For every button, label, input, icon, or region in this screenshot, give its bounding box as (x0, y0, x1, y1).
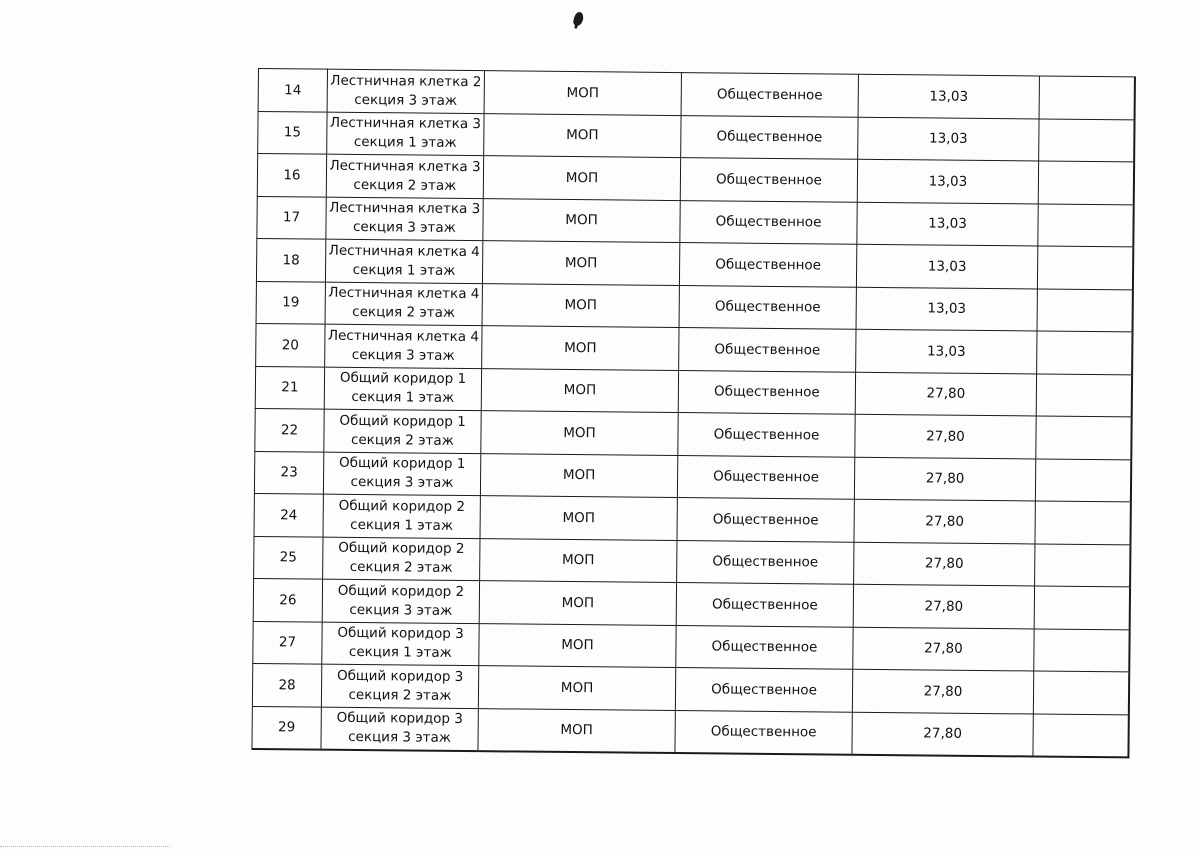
premises-name-line1: Лестничная клетка 3 (329, 199, 481, 218)
premises-area-cell (858, 117, 1039, 161)
empty-cell (1035, 543, 1131, 586)
premises-use-cell (677, 455, 854, 499)
premises-type-cell (479, 623, 676, 667)
premises-name-line2: секция 3 этаж (348, 729, 452, 747)
premises-type: МОП (560, 722, 593, 739)
premises-use-cell (677, 498, 854, 542)
premises-name-cell (325, 282, 482, 326)
premises-name-line2: секция 1 этаж (352, 261, 456, 279)
premises-type-cell (478, 708, 675, 753)
premises-name-cell (321, 664, 478, 708)
premises-area: 27,80 (926, 385, 966, 403)
row-number-cell (252, 706, 321, 750)
premises-area-cell (855, 414, 1036, 458)
premises-name-line2: секция 3 этаж (350, 474, 454, 492)
premises-name-line1: Общий коридор 2 (338, 540, 465, 558)
row-number: 18 (282, 251, 300, 269)
premises-use-cell (679, 328, 856, 372)
premises-type: МОП (564, 254, 598, 272)
row-number: 14 (284, 82, 302, 99)
premises-name-line2: секция 2 этаж (353, 176, 457, 194)
premises-type-cell (483, 156, 680, 200)
premises-area-cell (852, 712, 1033, 757)
premises-area-cell (854, 499, 1035, 543)
premises-use: Общественное (710, 723, 817, 741)
row-number-cell (257, 154, 326, 197)
premises-name-line1: Общий коридор 2 (338, 497, 466, 515)
premises-type-cell (481, 411, 678, 455)
premises-use: Общественное (712, 511, 819, 529)
premises-type-cell (483, 198, 680, 242)
empty-cell (1038, 203, 1134, 246)
premises-use-cell (680, 200, 857, 244)
premises-use: Общественное (715, 213, 822, 231)
empty-cell (1037, 246, 1133, 289)
empty-cell (1035, 458, 1131, 501)
premises-type-cell (480, 538, 677, 582)
premises-type-cell (478, 666, 675, 710)
row-number: 27 (278, 634, 297, 651)
empty-cell (1033, 713, 1129, 757)
row-number: 26 (279, 591, 297, 609)
premises-use: Общественное (713, 426, 820, 444)
premises-type-cell (482, 241, 679, 285)
premises-use: Общественное (713, 383, 820, 401)
empty-cell (1039, 76, 1135, 119)
premises-name-line2: секция 2 этаж (352, 304, 456, 322)
premises-name-line1: Лестничная клетка 4 (328, 284, 480, 303)
row-number: 21 (281, 379, 299, 396)
premises-type-cell (484, 113, 681, 157)
premises-name-line1: Общий коридор 2 (337, 582, 465, 600)
premises-name-cell (321, 707, 478, 752)
premises-name-cell (322, 622, 479, 666)
premises-use-cell (676, 583, 853, 627)
premises-use: Общественное (716, 171, 822, 189)
premises-use-cell (676, 625, 853, 669)
premises-use-cell (680, 158, 857, 202)
premises-area-cell (852, 669, 1033, 713)
empty-cell (1034, 628, 1130, 671)
premises-use: Общественное (713, 468, 820, 486)
premises-area-cell (855, 372, 1036, 416)
table-container (251, 68, 1128, 758)
premises-name-cell (325, 239, 482, 283)
premises-use-cell (681, 73, 858, 117)
premises-use: Общественное (715, 256, 822, 274)
row-number: 19 (282, 294, 300, 311)
row-number: 28 (278, 676, 296, 694)
premises-type: МОП (565, 169, 599, 187)
premises-name-cell (327, 69, 484, 113)
premises-name-cell (323, 494, 480, 538)
premises-use: Общественное (716, 128, 823, 146)
premises-area: 13,03 (929, 88, 969, 105)
premises-name-line1: Лестничная клетка 4 (327, 327, 480, 345)
premises-name-line1: Общий коридор 3 (336, 710, 463, 728)
premises-area: 27,80 (923, 725, 963, 743)
premises-area: 27,80 (925, 513, 965, 530)
row-number: 20 (281, 336, 300, 354)
premises-name-cell (325, 324, 482, 368)
premises-type: МОП (562, 467, 596, 484)
row-number: 23 (280, 464, 298, 481)
premises-name-line1: Лестничная клетка 4 (328, 242, 480, 260)
premises-use: Общественное (711, 596, 818, 614)
row-number: 22 (280, 421, 299, 439)
premises-area-cell (854, 542, 1035, 586)
premises-area-cell (853, 627, 1034, 671)
premises-name-line2: секция 2 этаж (348, 686, 452, 704)
premises-name-cell (323, 537, 480, 581)
row-number-cell (253, 621, 322, 664)
premises-area-cell (857, 202, 1038, 246)
premises-area-cell (854, 457, 1035, 501)
row-number-cell (256, 238, 325, 281)
premises-area-cell (856, 287, 1037, 331)
row-number: 16 (283, 166, 301, 184)
premises-area-cell (858, 74, 1039, 118)
premises-name-line2: секция 3 этаж (349, 601, 453, 619)
premises-type-cell (482, 326, 679, 370)
premises-name-line2: секция 1 этаж (351, 389, 455, 407)
premises-type: МОП (564, 339, 597, 357)
premises-name-line1: Общий коридор 3 (336, 667, 464, 685)
premises-type-cell (484, 71, 681, 115)
premises-type-cell (479, 581, 676, 625)
premises-type-cell (480, 496, 677, 540)
premises-name-line1: Общий коридор 1 (339, 412, 466, 430)
premises-type: МОП (561, 637, 594, 654)
premises-type: МОП (563, 382, 597, 399)
row-number-cell (255, 366, 324, 409)
premises-use: Общественное (712, 553, 819, 571)
premises-area: 27,80 (924, 640, 963, 658)
row-number-cell (258, 69, 327, 112)
premises-area: 27,80 (925, 470, 965, 488)
premises-name-line2: секция 1 этаж (353, 134, 457, 152)
empty-cell (1035, 501, 1131, 544)
premises-name-line1: Лестничная клетка 3 (329, 157, 481, 175)
premises-type-cell (481, 368, 678, 412)
premises-use-cell (678, 413, 855, 457)
premises-area: 13,03 (927, 300, 967, 318)
row-number: 24 (280, 506, 298, 524)
premises-name-line2: секция 1 этаж (348, 644, 452, 662)
empty-cell (1038, 161, 1134, 204)
premises-type: МОП (561, 552, 595, 569)
premises-type: МОП (560, 679, 594, 696)
empty-cell (1036, 373, 1132, 416)
row-number-cell (256, 323, 325, 366)
premises-name-line2: секция 3 этаж (352, 219, 456, 237)
premises-type: МОП (563, 424, 596, 442)
ink-speck (572, 11, 585, 27)
premises-type: МОП (566, 84, 600, 102)
row-number: 15 (283, 124, 302, 141)
premises-area: 27,80 (923, 683, 963, 700)
premises-area: 13,03 (928, 130, 968, 148)
premises-table-body (252, 69, 1135, 758)
row-number-cell (254, 451, 323, 494)
premises-use-cell (675, 668, 852, 712)
row-number-cell (258, 111, 327, 154)
premises-use: Общественное (711, 681, 818, 699)
premises-name-cell (326, 197, 483, 241)
empty-cell (1037, 288, 1133, 331)
premises-use-cell (675, 710, 852, 755)
premises-area-cell (857, 159, 1038, 203)
row-number-cell (253, 578, 322, 621)
premises-type: МОП (566, 127, 599, 144)
row-number-cell (256, 281, 325, 324)
premises-use-cell (681, 115, 858, 159)
empty-cell (1037, 331, 1133, 374)
row-number-cell (257, 196, 326, 239)
empty-cell (1036, 416, 1132, 459)
premises-type-cell (482, 283, 679, 327)
premises-area-cell (856, 329, 1037, 373)
row-number-cell (252, 663, 321, 706)
premises-name-line2: секция 2 этаж (349, 559, 453, 577)
premises-name-line2: секция 1 этаж (350, 516, 454, 534)
premises-name-line1: Лестничная клетка 3 (329, 114, 482, 133)
premises-name-cell (323, 452, 480, 496)
scan-artifact (0, 846, 170, 849)
premises-use-cell (678, 370, 855, 414)
premises-area-cell (853, 584, 1034, 628)
premises-type-cell (480, 453, 677, 497)
premises-use: Общественное (714, 341, 821, 359)
premises-area: 13,03 (928, 215, 967, 233)
premises-name-cell (322, 579, 479, 623)
row-number-cell (254, 493, 323, 536)
premises-area: 13,03 (927, 258, 967, 275)
premises-area-cell (856, 244, 1037, 288)
premises-name-line1: Общий коридор 3 (337, 625, 464, 643)
row-number: 25 (279, 549, 297, 566)
premises-name-line1: Общий коридор 1 (338, 455, 466, 473)
premises-name-cell (327, 112, 484, 156)
premises-type: МОП (561, 594, 595, 612)
empty-cell (1033, 671, 1129, 714)
premises-type: МОП (565, 212, 598, 229)
premises-area: 27,80 (924, 598, 964, 615)
premises-name-cell (326, 154, 483, 198)
premises-type: МОП (564, 297, 598, 314)
premises-area: 27,80 (924, 555, 964, 573)
premises-area: 27,80 (926, 428, 965, 445)
row-number-cell (254, 536, 323, 579)
premises-area: 13,03 (928, 173, 968, 190)
premises-use: Общественное (711, 638, 818, 656)
premises-name-line1: Лестничная клетка 2 (330, 72, 482, 90)
premises-use: Общественное (714, 298, 821, 316)
premises-type: МОП (562, 509, 595, 527)
premises-use-cell (679, 285, 856, 329)
empty-cell (1034, 586, 1130, 629)
premises-name-line2: секция 2 этаж (350, 431, 454, 449)
premises-area: 13,03 (926, 343, 966, 360)
premises-name-cell (324, 409, 481, 453)
premises-name-line2: секция 3 этаж (354, 91, 458, 109)
premises-name-line2: секция 3 этаж (351, 346, 455, 364)
premises-name-line1: Общий коридор 1 (339, 370, 467, 388)
premises-use-cell (677, 540, 854, 584)
empty-cell (1039, 118, 1135, 161)
premises-use: Общественное (716, 86, 823, 104)
row-number-cell (255, 408, 324, 451)
table-row (252, 706, 1129, 757)
premises-name-cell (324, 367, 481, 411)
row-number: 29 (278, 719, 296, 736)
row-number: 17 (282, 209, 301, 226)
premises-use-cell (679, 243, 856, 287)
premises-table (251, 68, 1136, 758)
